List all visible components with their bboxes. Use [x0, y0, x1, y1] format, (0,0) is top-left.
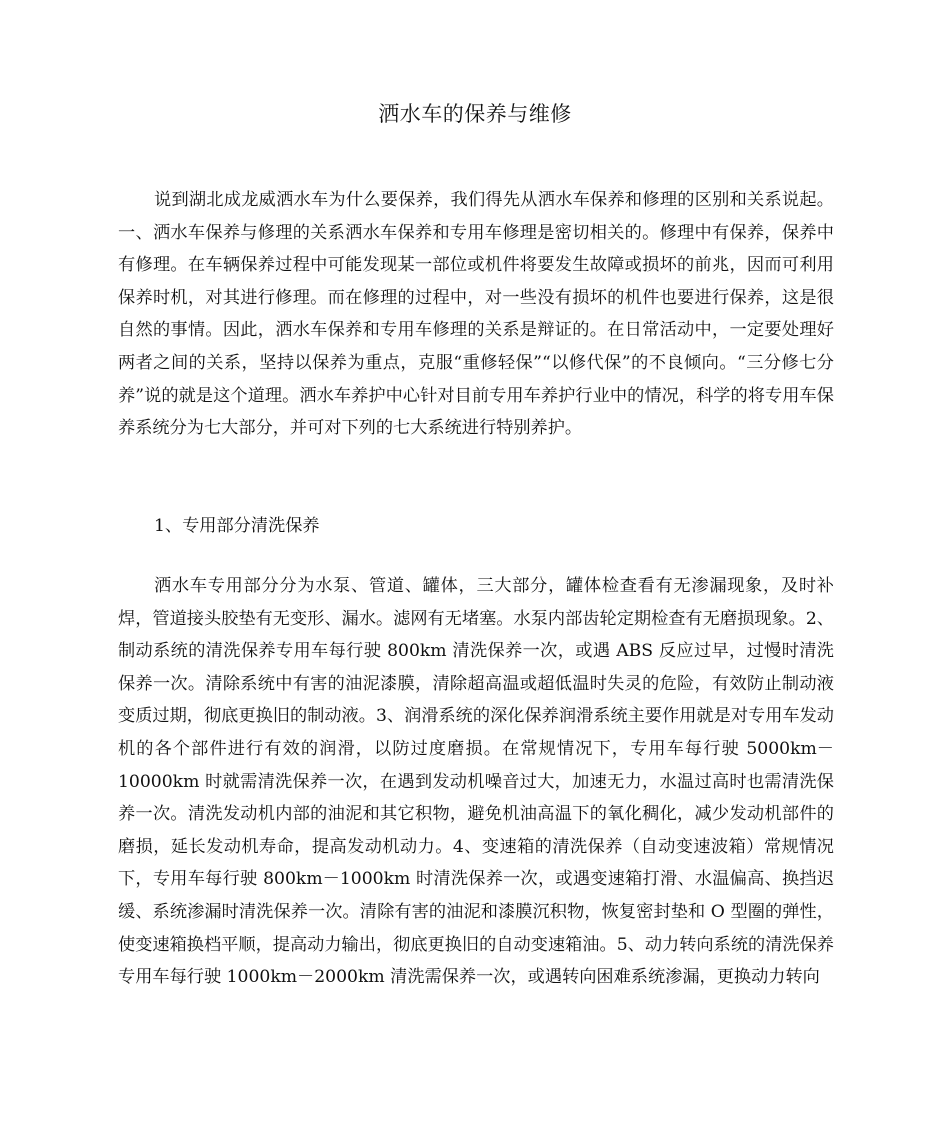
- body-paragraph: 说到湖北成龙威洒水车为什么要保养，我们得先从洒水车保养和修理的区别和关系说起。一、洒水车保养与修理的关系洒水车保养和专用车修理是密切相关的。修理中有保养，保养中有修理。在车辆保养过程中可能发现某一部位或机件将要发生故障或损坏的前兆，因而可利用保养时机，对其进行修理。而在修理的过程中，对一些没有损坏的机件也要进行保养，这是很自然的事情。因此，洒水车保养和专用车修理的关系是辩证的。在日常活动中，一定要处理好两者之间的关系，坚持以保养为重点，克服“重修轻保”“以修代保”的不良倾向。“三分修七分养”说的就是这个道理。洒水车养护中心针对目前专用车养护行业中的情况，科学的将专用车保养系统分为七大部分，并可对下列的七大系统进行特别养护。: [118, 190, 834, 439]
- section-heading: 1、专用部分清洗保养: [154, 516, 320, 536]
- document-title: 洒水车的保养与维修: [378, 102, 572, 126]
- body-paragraph: 洒水车专用部分分为水泵、管道、罐体，三大部分，罐体检查看有无渗漏现象，及时补焊，管道接头胶垫有无变形、漏水。滤网有无堵塞。水泵内部齿轮定期检查有无磨损现象。2、制动系统的清洗保养专用车每行驶 800km 清洗保养一次，或遇 ABS 反应过早，过慢时清洗保养一次。清除系统中有害的油泥漆膜，清除超高温或超低温时失灵的危险，有效防止制动液变质过期，彻底更换旧的制动液。3、润滑系统的深化保养润滑系统主要作用就是对专用车发动机的各个部件进行有效的润滑，以防过度磨损。在常规情况下，专用车每行驶 5000km－10000km 时就需清洗保养一次，在遇到发动机噪音过大，加速无力，水温过高时也需清洗保养一次。清洗发动机内部的油泥和其它积物，避免机油高温下的氧化稠化，减少发动机部件的磨损，延长发动机寿命，提高发动机动力。4、变速箱的清洗保养（自动变速波箱）常规情况下，专用车每行驶 800km－1000km 时清洗保养一次，或遇变速箱打滑、水温偏高、换挡迟缓、系统渗漏时清洗保养一次。清除有害的油泥和漆膜沉积物，恢复密封垫和 O 型圈的弹性，使变速箱换档平顺，提高动力输出，彻底更换旧的自动变速箱油。5、动力转向系统的清洗保养专用车每行驶 1000km－2000km 清洗需保养一次，或遇转向困难系统渗漏，更换动力转向: [118, 576, 834, 988]
